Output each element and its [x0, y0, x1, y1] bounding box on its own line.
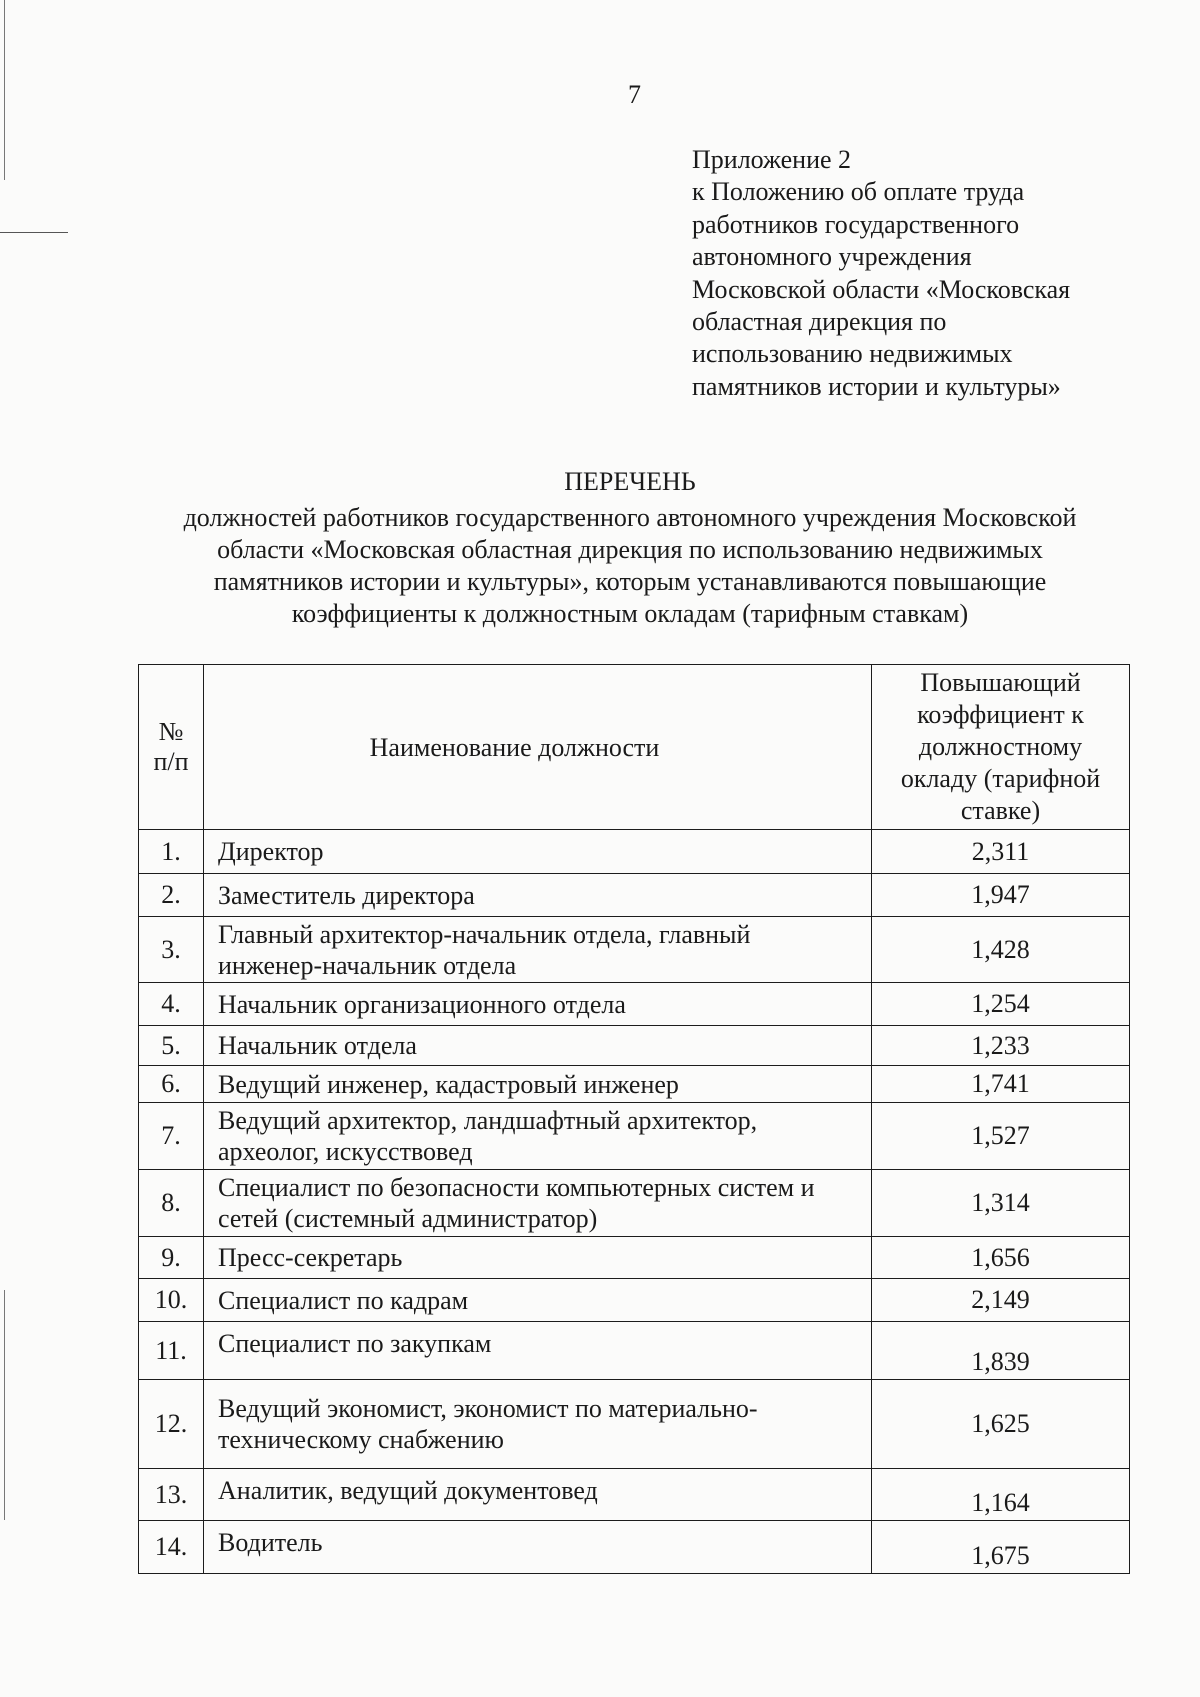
row-num: 12. — [139, 1380, 204, 1469]
positions-table — [138, 664, 1130, 1574]
table-row — [139, 1469, 1130, 1521]
page-number: 7 — [628, 80, 641, 109]
row-num: 4. — [139, 983, 204, 1026]
table-row — [139, 874, 1130, 917]
row-num: 6. — [139, 1066, 204, 1103]
header-coef-line: коэффициент к — [917, 700, 1084, 729]
row-num: 13. — [139, 1469, 204, 1521]
table-row — [139, 1103, 1130, 1170]
row-coef: 1,839 — [872, 1322, 1130, 1380]
table-row — [139, 1322, 1130, 1380]
row-coef: 1,314 — [872, 1170, 1130, 1237]
header-coef-line: Повышающий — [920, 668, 1081, 697]
subtitle-line: памятников истории и культуры», которым устанавливаются повышающие — [213, 567, 1047, 596]
table-row — [139, 1380, 1130, 1469]
row-name: Специалист по закупкам — [204, 1322, 872, 1380]
header-num-line: п/п — [153, 747, 189, 776]
header-name: Наименование должности — [204, 665, 872, 830]
margin-rule — [4, 0, 5, 180]
appendix-line: работников государственного — [692, 209, 1020, 239]
row-name: Ведущий инженер, кадастровый инженер — [204, 1066, 872, 1103]
header-coef-line: окладу (тарифной — [900, 764, 1101, 793]
row-coef: 1,254 — [872, 983, 1130, 1026]
appendix-line: областная дирекция по — [692, 307, 947, 337]
row-name: Заместитель директора — [204, 874, 872, 917]
appendix-line: использованию недвижимых — [692, 339, 1013, 369]
table-row — [139, 917, 1130, 983]
row-coef: 1,656 — [872, 1237, 1130, 1279]
header-num-line: № — [158, 717, 184, 746]
margin-rule — [4, 1290, 5, 1520]
table-row — [139, 983, 1130, 1026]
header-coef-line: должностному — [918, 732, 1083, 761]
row-num: 8. — [139, 1170, 204, 1237]
appendix-header — [692, 144, 1132, 403]
appendix-line: Приложение 2 — [692, 145, 852, 174]
row-coef: 2,311 — [872, 830, 1130, 874]
row-name: Специалист по кадрам — [204, 1279, 872, 1322]
row-name: Водитель — [204, 1521, 872, 1574]
table-row — [139, 1026, 1130, 1066]
row-coef: 1,947 — [872, 874, 1130, 917]
row-coef: 1,527 — [872, 1103, 1130, 1170]
row-num: 2. — [139, 874, 204, 917]
row-num: 3. — [139, 917, 204, 983]
header-coef — [872, 665, 1130, 830]
table-row — [139, 1279, 1130, 1322]
row-num: 1. — [139, 830, 204, 874]
table-row — [139, 830, 1130, 874]
row-name: Специалист по безопасности компьютерных систем и сетей (системный администратор) — [204, 1170, 872, 1237]
appendix-line: Московской области «Московская — [692, 274, 1071, 304]
row-name: Ведущий экономист, экономист по материально-техническому снабжению — [204, 1380, 872, 1469]
subtitle-line: области «Московская областная дирекция по использованию недвижимых — [217, 535, 1043, 564]
row-coef: 2,149 — [872, 1279, 1130, 1322]
table-row — [139, 1066, 1130, 1103]
margin-tick — [0, 232, 68, 233]
appendix-line: автономного учреждения — [692, 242, 972, 272]
row-num: 9. — [139, 1237, 204, 1279]
subtitle-line: коэффициенты к должностным окладам (тарифным ставкам) — [291, 599, 969, 628]
row-num: 10. — [139, 1279, 204, 1322]
row-coef: 1,741 — [872, 1066, 1130, 1103]
row-name: Начальник организационного отдела — [204, 983, 872, 1026]
subtitle-line: должностей работников государственного автономного учреждения Московской — [183, 503, 1077, 532]
row-name: Директор — [204, 830, 872, 874]
row-num: 5. — [139, 1026, 204, 1066]
table-row — [139, 1521, 1130, 1574]
row-num: 11. — [139, 1322, 204, 1380]
header-num — [139, 665, 204, 830]
row-coef: 1,164 — [872, 1469, 1130, 1521]
row-name: Ведущий архитектор, ландшафтный архитектор, археолог, искусствовед — [204, 1103, 872, 1170]
row-num: 14. — [139, 1521, 204, 1574]
header-coef-line: ставке) — [960, 796, 1041, 825]
row-name: Главный архитектор-начальник отдела, главный инженер-начальник отдела — [204, 917, 872, 983]
row-name: Начальник отдела — [204, 1026, 872, 1066]
row-name: Пресс-секретарь — [204, 1237, 872, 1279]
table-row — [139, 1170, 1130, 1237]
row-num: 7. — [139, 1103, 204, 1170]
document-subtitle — [130, 502, 1130, 630]
row-coef: 1,675 — [872, 1521, 1130, 1574]
appendix-line: к Положению об оплате труда — [692, 177, 1025, 207]
row-coef: 1,625 — [872, 1380, 1130, 1469]
row-coef: 1,233 — [872, 1026, 1130, 1066]
row-coef: 1,428 — [872, 917, 1130, 983]
row-name: Аналитик, ведущий документовед — [204, 1469, 872, 1521]
table-header-row — [139, 665, 1130, 830]
appendix-line: памятников истории и культуры» — [692, 371, 1061, 401]
table-row — [139, 1237, 1130, 1279]
document-title: ПЕРЕЧЕНЬ — [564, 467, 696, 496]
